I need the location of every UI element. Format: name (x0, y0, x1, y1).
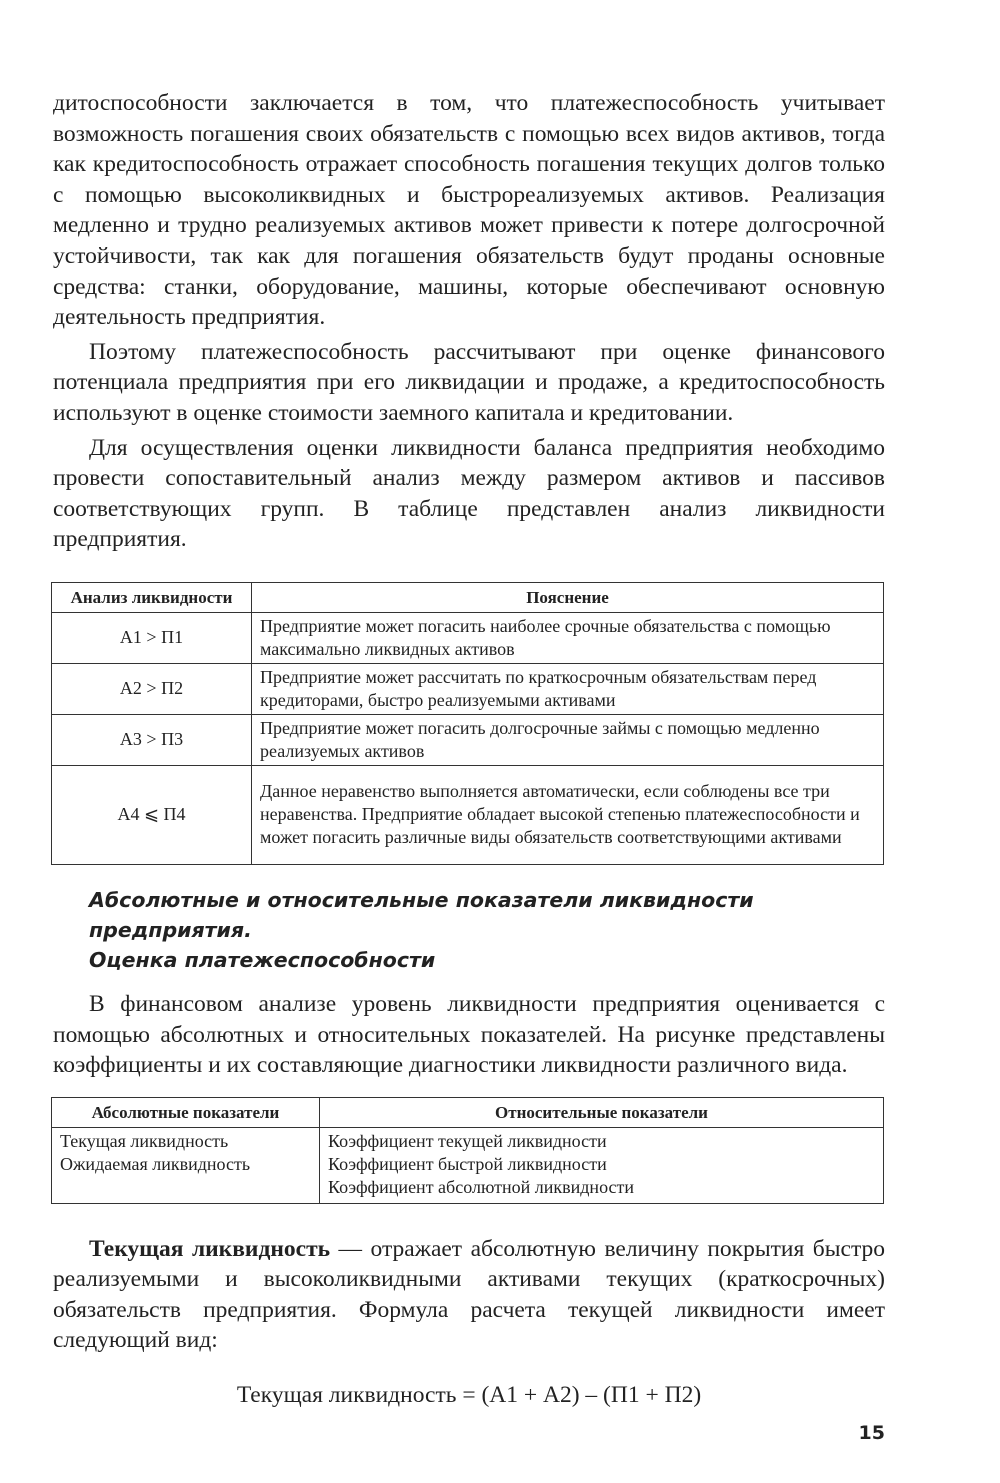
header-analysis: Анализ ликвидности (52, 582, 252, 612)
header-explanation: Пояснение (252, 582, 884, 612)
section-heading (89, 885, 885, 975)
section-heading-line-1: Абсолютные и относительные показатели ликвидности предприятия. (89, 887, 754, 942)
formula: Текущая ликвидность = (А1 + А2) – (П1 + П2) (236, 1382, 702, 1409)
paragraph-4: В финансовом анализе уровень ликвидности предприятия оценивается с помощью абсолютных и относительных показателей. На рисунке представлены коэффициенты и их составляющие диагностики ликвидности различного вида. (53, 990, 885, 1079)
page-number: 15 (858, 1422, 885, 1444)
table-row (52, 663, 884, 714)
table-row (52, 612, 884, 663)
header-absolute: Абсолютные показатели (52, 1097, 320, 1127)
paragraph-1: дитоспособности заключается в том, что платежеспособность учитывает возможность погашения своих обязательств с помощью всех видов активов, тогда как кредитоспособность отражает способность погашения текущих долгов только с помощью высоколиквидных и быстрореализуемых активов. Реализация медленно и трудно реализуемых активов может привести к потере долгосрочной устойчивости, так как для погашения обязательств будут проданы основные средства: станки, оборудование, машины, которые обеспечивают основную деятельность предприятия. (53, 90, 885, 331)
explanation-cell: Предприятие может рассчитать по краткосрочным обязательствам перед кредиторами, быстро реализуемыми активами (252, 663, 884, 714)
table-row (52, 765, 884, 864)
header-relative: Относительные показатели (320, 1097, 884, 1127)
list-item: Текущая ликвидность (60, 1130, 229, 1151)
table-row (52, 714, 884, 765)
list-item: Коэффициент быстрой ликвидности (328, 1153, 607, 1174)
page-content (53, 88, 885, 1409)
paragraph-2: Поэтому платежеспособность рассчитывают при оценке финансового потенциала предприятия при его ликвидации и продаже, а кредитоспособность используют в оценке стоимости заемного капитала и кредитовании. (53, 338, 885, 426)
explanation-cell: Предприятие может погасить долгосрочные займы с помощью медленно реализуемых активов (252, 714, 884, 765)
list-item: Коэффициент абсолютной ликвидности (328, 1176, 634, 1197)
table-header-row (52, 582, 884, 612)
indicators-table (51, 1097, 884, 1204)
explanation-cell: Данное неравенство выполняется автоматически, если соблюдены все три неравенства. Предприятие обладает высокой степенью платежеспособности и может погасить различные виды обязательств соответствующими активами (252, 765, 884, 864)
condition-cell: А1 > П1 (52, 612, 252, 663)
table-row (52, 1127, 884, 1203)
condition-cell: А2 > П2 (52, 663, 252, 714)
absolute-indicators-cell (52, 1127, 320, 1203)
paragraph-5-text: — отражает абсолютную величину покрытия быстро реализуемыми и высоколиквидными активами текущих (краткосрочных) обязательств предприятия. Формула расчета текущей ликвидности имеет следующий вид: (53, 1235, 886, 1354)
paragraph-3: Для осуществления оценки ликвидности баланса предприятия необходимо провести сопоставительный анализ между размером активов и пассивов соответствующих групп. В таблице представлен анализ ликвидности предприятия. (53, 434, 885, 553)
list-item: Коэффициент текущей ликвидности (328, 1130, 607, 1151)
liquidity-analysis-table (51, 582, 884, 865)
condition-cell: А4 ⩽ П4 (52, 765, 252, 864)
explanation-cell: Предприятие может погасить наиболее срочные обязательства с помощью максимально ликвидных активов (252, 612, 884, 663)
term-current-liquidity: Текущая ликвидность (89, 1235, 331, 1262)
paragraph-5 (53, 1234, 885, 1356)
table-header-row (52, 1097, 884, 1127)
condition-cell: А3 > П3 (52, 714, 252, 765)
section-heading-line-2: Оценка платежеспособности (89, 947, 436, 972)
list-item: Ожидаемая ликвидность (60, 1153, 251, 1174)
relative-indicators-cell (320, 1127, 884, 1203)
